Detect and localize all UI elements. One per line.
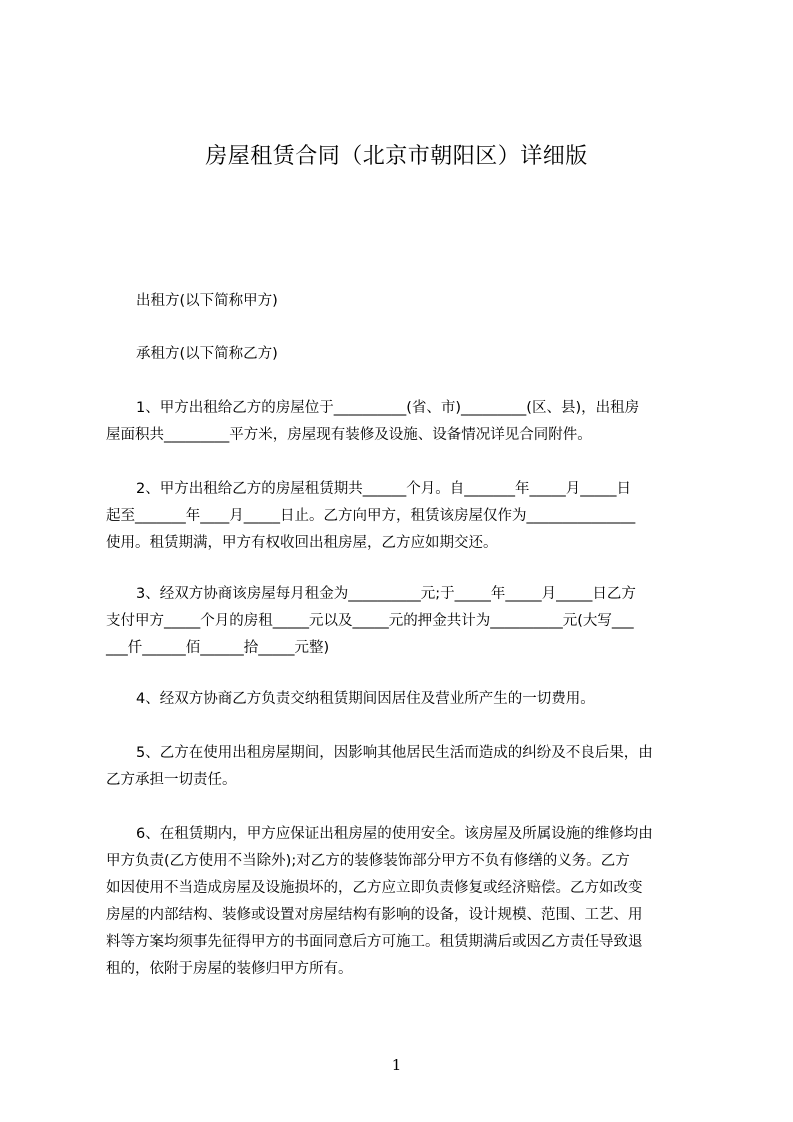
page-number: 1 bbox=[391, 1056, 402, 1074]
clause-2-line-2: 起至_______年____月_____日止。乙方向甲方，租赁该房屋仅作为_______________ bbox=[106, 508, 636, 524]
clause-1-line-1: 1、甲方出租给乙方的房屋位于__________(省、市)_________(区、县)，出租房 bbox=[136, 400, 640, 416]
clause-4-line-1: 4、经双方协商乙方负责交纳租赁期间因居住及营业所产生的一切费用。 bbox=[136, 691, 595, 707]
lessee-line: 承租方(以下简称乙方) bbox=[136, 346, 278, 362]
clause-6-line-6: 租的，依附于房屋的装修归甲方所有。 bbox=[106, 961, 353, 977]
clause-2-line-1: 2、甲方出租给乙方的房屋租赁期共______个月。自_______年_____月_____日 bbox=[136, 481, 631, 497]
clause-3-line-3: ___仟______佰______拾_____元整) bbox=[106, 640, 330, 656]
clause-1-line-2: 屋面积共_________平方米，房屋现有装修及设施、设备情况详见合同附件。 bbox=[106, 427, 592, 443]
clause-3-line-1: 3、经双方协商该房屋每月租金为__________元;于_____年_____月_____日乙方 bbox=[136, 586, 636, 602]
clause-6-line-5: 料等方案均须事先征得甲方的书面同意后方可施工。租赁期满后或因乙方责任导致退 bbox=[106, 934, 643, 950]
clause-6-line-3: 如因使用不当造成房屋及设施损坏的，乙方应立即负责修复或经济赔偿。乙方如改变 bbox=[106, 880, 643, 896]
clause-6-line-2: 甲方负责(乙方使用不当除外);对乙方的装修装饰部分甲方不负有修缮的义务。乙方 bbox=[106, 853, 630, 869]
clause-6-line-4: 房屋的内部结构、装修或设置对房屋结构有影响的设备，设计规模、范围、工艺、用 bbox=[106, 907, 643, 923]
clause-3-line-2: 支付甲方_____个月的房租_____元以及_____元的押金共计为__________元(大写___ bbox=[106, 613, 634, 629]
clause-6-line-1: 6、在租赁期内，甲方应保证出租房屋的使用安全。该房屋及所属设施的维修均由 bbox=[136, 826, 653, 842]
clause-5-line-2: 乙方承担一切责任。 bbox=[106, 772, 237, 788]
document-title: 房屋租赁合同（北京市朝阳区）详细版 bbox=[205, 144, 588, 169]
lessor-line: 出租方(以下简称甲方) bbox=[136, 293, 278, 309]
clause-5-line-1: 5、乙方在使用出租房屋期间，因影响其他居民生活而造成的纠纷及不良后果，由 bbox=[136, 745, 653, 761]
clause-2-line-3: 使用。租赁期满，甲方有权收回出租房屋，乙方应如期交还。 bbox=[106, 535, 498, 551]
